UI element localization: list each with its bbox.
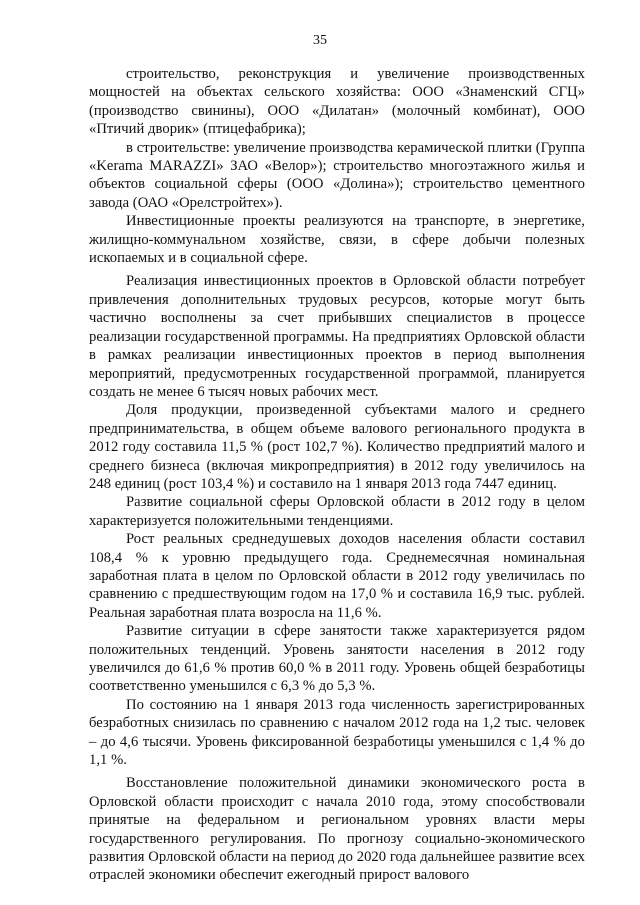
paragraph-small-business: Доля продукции, произведенной субъектами малого и среднего предпринимательства, в общем объеме валового регионального продукта в 2012 году составила 11,5 % (рост 102,7 %). Количество предприятий малого и среднего бизнеса (включая микропредприятия) в 2012 году увеличилось на 248 единиц (рост 103,4 %) и составило на 1 января 2013 года 7447 единиц. xyxy=(89,402,585,492)
paragraph-agriculture-projects: строительство, реконструкция и увеличение производственных мощностей на объектах сельского хозяйства: ООО «Знаменский СГЦ» (производство свинины), ООО «Дилатан» (молочный комбинат), ООО «Птичий дворик» (птицефабрика); xyxy=(89,66,585,138)
paragraph-labor-resources: Реализация инвестиционных проектов в Орловской области потребует привлечения дополнительных трудовых ресурсов, которые могут быть частично восполнены за счет прибывших специалистов в процессе реализации государственной программы. На предприятиях Орловской области в рамках реализации инвестиционных проектов в период выполнения мероприятий, предусмотренных государственной программой, планируется создать не менее 6 тысяч новых рабочих мест. xyxy=(89,273,585,400)
paragraph-income-growth: Рост реальных среднедушевых доходов населения области составил 108,4 % к уровню предыдущего года. Среднемесячная номинальная заработная плата в целом по Орловской области в 2012 году увеличилась по сравнению с предшествующим годом на 17,0 % и составила 16,9 тыс. рублей. Реальная заработная плата возросла на 11,6 %. xyxy=(89,531,585,621)
paragraph-construction-projects: в строительстве: увеличение производства керамической плитки (Группа «Kerama MARAZZI» ЗАО «Велор»); строительство многоэтажного жилья и объектов социальной сферы (ООО «Долина»); строительство цементного завода (ОАО «Орелстройтех»). xyxy=(89,139,585,211)
paragraph-unemployment: По состоянию на 1 января 2013 года численность зарегистрированных безработных снизилась по сравнению с началом 2012 года на 1,2 тыс. человек – до 4,6 тысячи. Уровень фиксированной безработицы уменьшился с 1,4 % до 1,1 %. xyxy=(89,696,585,769)
document-body xyxy=(89,65,585,885)
paragraph-investment-sectors: Инвестиционные проекты реализуются на транспорте, в энергетике, жилищно-коммунальном хозяйстве, связи, в сфере добычи полезных ископаемых и в социальной сфере. xyxy=(89,213,585,267)
paragraph-economic-recovery: Восстановление положительной динамики экономического роста в Орловской области происходит с начала 2010 года, этому способствовали принятые на федеральном и региональном уровнях власти меры государственного регулирования. По прогнозу социально-экономического развития Орловской области на период до 2020 года дальнейшее развитие всех отраслей экономики обеспечит ежегодный прирост валового xyxy=(89,775,585,884)
paragraph-social-sphere: Развитие социальной сферы Орловской области в 2012 году в целом характеризуется положительными тенденциями. xyxy=(89,494,585,529)
paragraph-employment: Развитие ситуации в сфере занятости также характеризуется рядом положительных тенденций. Уровень занятости населения в 2012 году увеличился до 61,6 % против 60,0 % в 2011 году. Уровень общей безработицы соответственно уменьшился с 6,3 % до 5,3 %. xyxy=(89,623,585,695)
page-number: 35 xyxy=(313,33,327,48)
